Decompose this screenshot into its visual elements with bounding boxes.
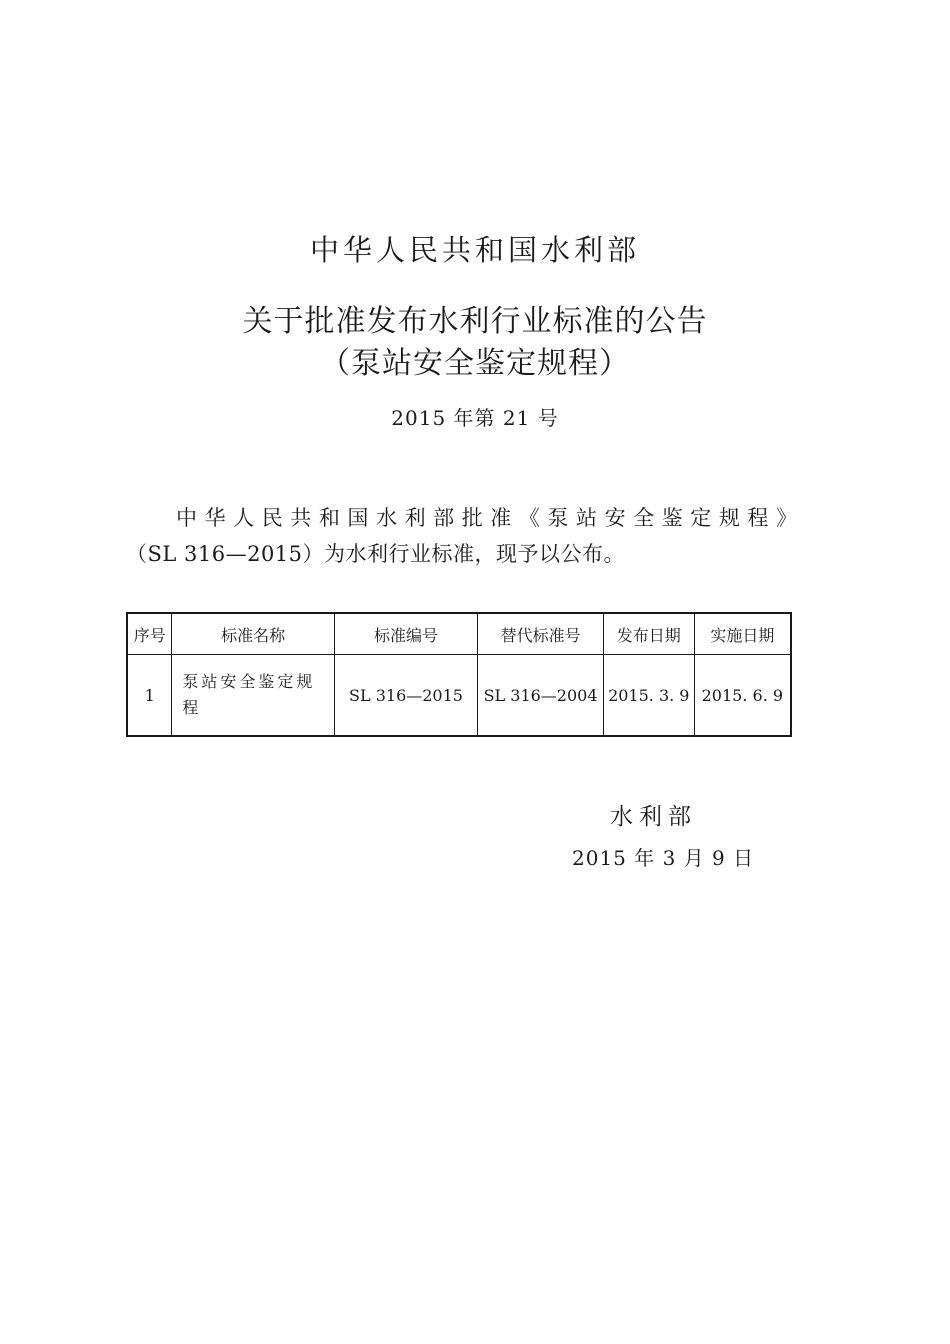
document-number: 2015 年第 21 号 [391,406,559,430]
body-paragraph-line-1: 中华人民共和国水利部批准《泵站安全鉴定规程》 [176,506,802,530]
cell-replaced-code: SL 316—2004 [478,655,604,737]
cell-standard-code: SL 316—2015 [334,655,478,737]
header-serial: 序号 [127,613,172,655]
header-replaced-code: 替代标准号 [478,613,604,655]
cell-standard-name: 泵站安全鉴定规程 [172,655,334,737]
signature-organization: 水利部 [610,804,697,830]
cell-release-date: 2015. 3. 9 [603,655,694,737]
announcement-title: 关于批准发布水利行业标准的公告 [242,304,708,339]
cell-effective-date: 2015. 6. 9 [694,655,791,737]
announcement-subtitle: （泵站安全鉴定规程） [320,346,630,381]
standards-table [126,612,792,737]
body-paragraph-line-2: （SL 316—2015）为水利行业标准，现予以公布。 [126,542,626,566]
header-standard-name: 标准名称 [172,613,334,655]
cell-serial: 1 [127,655,172,737]
ministry-name: 中华人民共和国水利部 [309,233,640,267]
signature-date: 2015 年 3 月 9 日 [572,846,755,870]
table-row [127,655,791,737]
header-release-date: 发布日期 [603,613,694,655]
header-effective-date: 实施日期 [694,613,791,655]
table-header-row [127,613,791,655]
header-standard-code: 标准编号 [334,613,478,655]
